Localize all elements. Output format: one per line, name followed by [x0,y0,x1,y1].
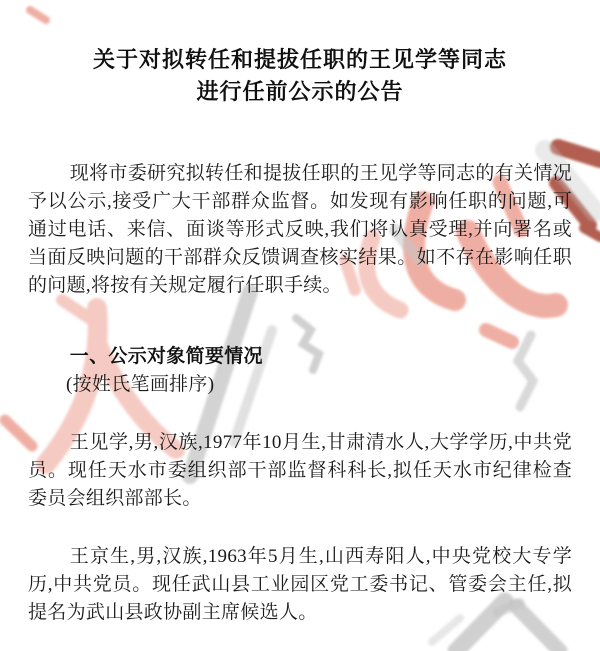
document-title-line2: 进行任前公示的公告 [196,79,404,104]
section-heading: 一、公示对象简要情况 [69,346,263,367]
profile-wang-jianxue: 王见学,男,汉族,1977年10月生,甘肃清水人,大学学历,中共党员。现任天水市委组织部干部监督科科长,拟任天水市纪律检查委员会组织部部长。 [28,432,572,509]
sort-order-note: (按姓氏笔画排序) [66,374,215,395]
document-title-line1: 关于对拟转任和提拔任职的王见学等同志 [92,47,507,72]
document-title [28,44,572,108]
intro-paragraph: 现将市委研究拟转任和提拔任职的王见学等同志的有关情况予以公示,接受广大干部群众监督。如发现有影响任职的问题,可通过电话、来信、面谈等形式反映,我们将认真受理,并向署名或当面反映问题的干部群众反馈调查核实结果。如不存在影响任职的问题,将按有关规定履行任职手续。 [28,163,572,296]
profile-wang-jingsheng: 王京生,男,汉族,1963年5月生,山西寿阳人,中央党校大专学历,中共党员。现任武山县工业园区党工委书记、管委会主任,拟提名为武山县政协副主席候选人。 [28,546,572,623]
